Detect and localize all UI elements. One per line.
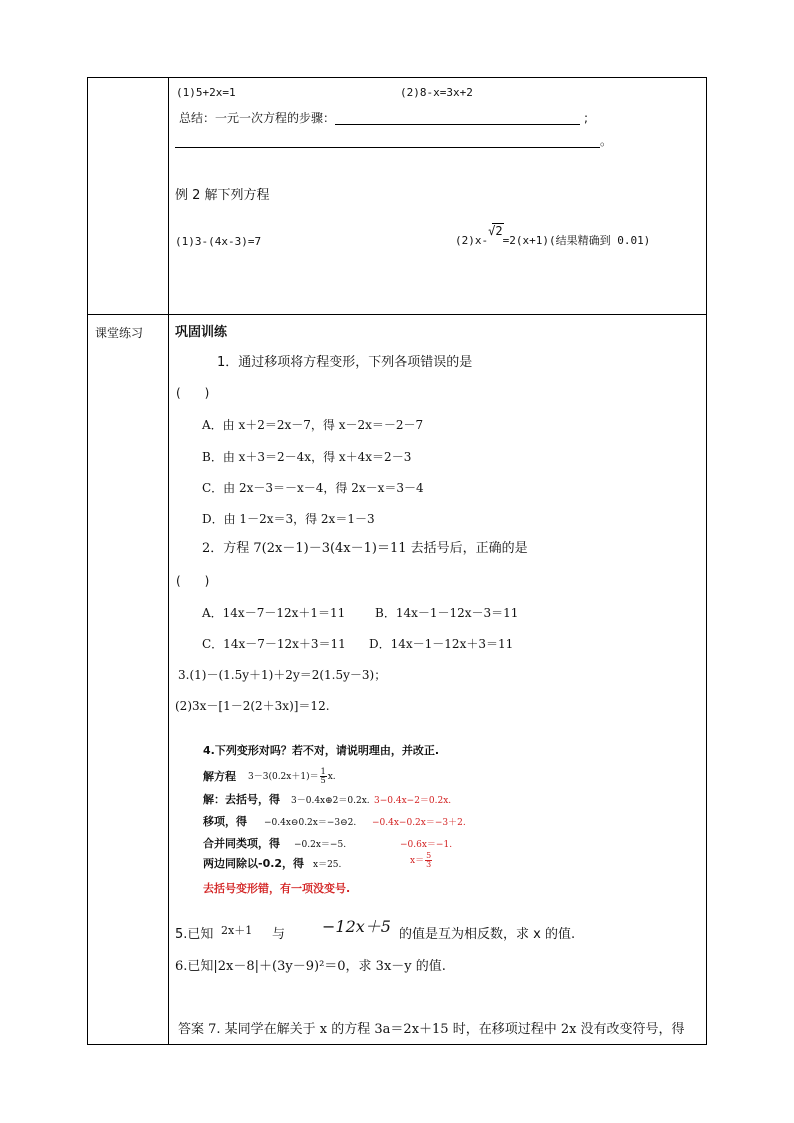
summary-line-2 xyxy=(175,134,612,148)
summary-label: 总结：一元一次方程的步骤： xyxy=(179,111,336,125)
question-2-option-b: B．14x－1－12x－3＝11 xyxy=(375,606,519,620)
q4-equation-part-a: 3－3(0.2x＋1)＝ xyxy=(248,771,319,782)
q4-equation xyxy=(248,768,336,785)
question-2-answer-paren: ( ) xyxy=(176,574,210,588)
example-2-equation-2 xyxy=(455,224,651,248)
period: 。 xyxy=(600,134,613,148)
question-7: 答案 7. 某同学在解关于 x 的方程 3a＝2x＋15 时，在移项过程中 2x 没有改变符号，得 xyxy=(178,1022,685,1037)
summary-blank xyxy=(335,112,580,125)
question-6: 6.已知|2x－8|＋(3y－9)²＝0，求 3x－y 的值. xyxy=(175,959,446,974)
question-1-option-a: A．由 x＋2＝2x－7，得 x－2x＝－2－7 xyxy=(202,418,424,432)
row-label-classroom-practice: 课堂练习 xyxy=(95,326,144,340)
equation-2: (2)8-x=3x+2 xyxy=(400,86,473,99)
sqrt-radicand: 2 xyxy=(495,224,503,238)
question-2-option-d: D．14x－1－12x＋3＝11 xyxy=(369,637,514,651)
step-4-label: 两边同除以-0.2，得 xyxy=(203,857,305,870)
semicolon: ; xyxy=(584,111,589,125)
question-4-conclusion: 去括号变形错，有一项没变号. xyxy=(203,882,351,895)
question-4-title: 4.下列变形对吗？若不对，请说明理由，并改正. xyxy=(203,744,440,757)
example-2-equation-1: (1)3-(4x-3)=7 xyxy=(175,235,262,248)
q4-fraction-den: 5 xyxy=(320,776,326,785)
question-5-intro: 5.已知 xyxy=(175,927,214,942)
step-2-label: 移项，得 xyxy=(203,815,247,828)
step-1-label: 解：去括号，得 xyxy=(203,793,280,806)
question-3-part-2: (2)3x－[1－2(2＋3x)]＝12. xyxy=(175,699,330,713)
eq2-part-b: =2(x+1)(结果精确到 0.01) xyxy=(502,234,651,247)
step-3-original: −0.2x＝−5. xyxy=(294,840,347,850)
question-5-rest: 的值是互为相反数，求 x 的值. xyxy=(399,927,576,942)
eq2-part-a: (2)x- xyxy=(455,234,489,247)
equation-1: (1)5+2x=1 xyxy=(176,86,236,99)
question-5-expression-2: −12x＋5 xyxy=(322,917,391,936)
step-3-label: 合并同类项，得 xyxy=(203,837,280,850)
step-1-correction: 3−0.4x−2＝0.2x. xyxy=(374,796,452,806)
question-1-answer-paren: ( ) xyxy=(176,386,210,400)
question-5-expression-1: 2x＋1 xyxy=(221,924,253,937)
step-1-original: 3－0.4x⊕2＝0.2x. xyxy=(291,796,370,806)
solve-label: 解方程 xyxy=(203,770,236,783)
step-4-fraction-num: 5 xyxy=(426,851,432,860)
question-1-option-b: B．由 x＋3＝2－4x，得 x＋4x＝2－3 xyxy=(202,450,412,464)
step-4-fraction xyxy=(425,852,432,869)
example-2-title: 例 2 解下列方程 xyxy=(175,188,270,203)
step-4-fraction-den: 3 xyxy=(426,860,432,869)
section-title: 巩固训练 xyxy=(175,325,228,340)
question-5-with: 与 xyxy=(272,927,286,942)
question-2-option-c: C．14x－7－12x＋3＝11 xyxy=(202,637,346,651)
question-2: 2．方程 7(2x－1)－3(4x－1)＝11 去括号后，正确的是 xyxy=(202,541,528,556)
question-1-option-d: D．由 1－2x＝3，得 2x＝1－3 xyxy=(202,512,375,526)
row-divider xyxy=(88,314,706,315)
q4-fraction-num: 1 xyxy=(320,767,326,776)
step-4-correction-lhs: x＝ xyxy=(410,855,425,866)
column-divider xyxy=(168,78,169,1044)
step-2-original: −0.4x⊖0.2x＝−3⊖2. xyxy=(264,818,357,828)
question-1-option-c: C．由 2x－3＝－x－4，得 2x－x＝3－4 xyxy=(202,481,424,495)
question-1: 1．通过移项将方程变形，下列各项错误的是 xyxy=(217,355,473,370)
lesson-table xyxy=(87,77,707,1045)
q4-fraction xyxy=(320,768,327,785)
question-2-option-a: A．14x－7－12x＋1＝11 xyxy=(202,606,346,620)
step-4-original: x＝25. xyxy=(313,860,342,870)
step-4-correction xyxy=(410,852,433,869)
step-2-correction: −0.4x−0.2x＝−3＋2. xyxy=(372,818,466,828)
question-3-part-1: 3.(1)－(1.5y＋1)＋2y＝2(1.5y－3)； xyxy=(178,668,387,682)
sqrt-expression: √ 2 xyxy=(488,224,503,238)
step-3-correction: −0.6x＝−1. xyxy=(400,840,453,850)
q4-equation-part-b: x. xyxy=(327,771,336,782)
summary-blank-2 xyxy=(175,135,600,148)
summary-line xyxy=(179,111,588,125)
